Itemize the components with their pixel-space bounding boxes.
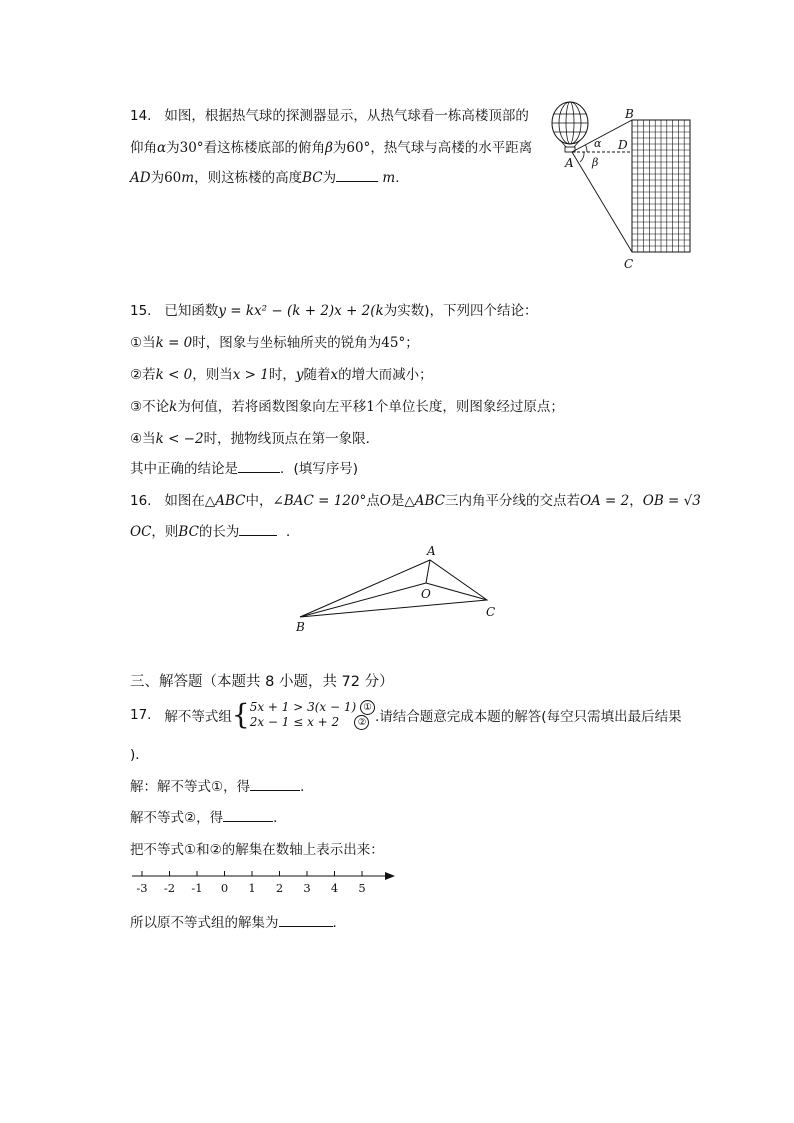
q14-line1: 14. 如图，根据热气球的探测器显示，从热气球看一栋高楼顶部的	[130, 108, 529, 124]
q16-line2: OC，则BC的长为 ．	[130, 520, 300, 540]
q17-intro-tail: )．	[130, 747, 149, 763]
hot-air-balloon-icon	[552, 102, 588, 152]
q17-solution-3: 把不等式①和②的解集在数轴上表示出来：	[130, 842, 384, 858]
q17-blank-1[interactable]	[250, 776, 300, 791]
q15-conclusion-2: ②若k < 0，则当x > 1时，y随着x的增大而减小；	[130, 367, 433, 383]
label-B: B	[625, 107, 634, 121]
triangle-ABC	[300, 560, 487, 617]
q14-answer-blank[interactable]	[336, 167, 378, 182]
building-grid	[632, 120, 690, 252]
label-A: A	[427, 544, 436, 558]
tick-label: -1	[191, 881, 203, 895]
tick-label: 3	[303, 881, 311, 895]
q15-conclusion-3: ③不论k为何值，若将函数图象向左平移1个单位长度，则图象经过原点；	[130, 399, 564, 415]
segment-OB	[300, 583, 426, 617]
inequality-system: 5x + 1 > 3(x − 1) ① 2x − 1 ≤ x + 2 ②	[250, 700, 375, 730]
q17-intro: 17. 解不等式组{5x + 1 > 3(x − 1) ① 2x − 1 ≤ x + 2 ② .请结合题意完成本题的解答(每空只需填出最后结果	[130, 698, 682, 731]
tick-label: 5	[358, 881, 366, 895]
tick-label: 2	[275, 881, 284, 895]
label-A: A	[565, 156, 574, 170]
q16-figure	[288, 540, 508, 634]
label-B: B	[296, 620, 305, 634]
label-D: D	[618, 138, 628, 152]
q15-conclusion-1: ①当k = 0时，图象与坐标轴所夹的锐角为45°；	[130, 335, 419, 351]
label-alpha: α	[594, 137, 602, 150]
q15-answer-blank[interactable]	[238, 458, 280, 473]
label-C: C	[624, 257, 634, 271]
label-O: O	[421, 587, 431, 601]
q15-answer-line: 其中正确的结论是 ．(填写序号)	[130, 457, 358, 477]
tick-label: -3	[136, 881, 148, 895]
q14-line3: AD为60m，则这栋楼的高度BC为 m.	[130, 166, 400, 186]
number-line	[130, 866, 400, 896]
q16-answer-blank[interactable]	[239, 521, 277, 536]
section-3-title: 三、解答题（本题共 8 小题，共 72 分）	[130, 674, 394, 690]
tick-label: 4	[330, 881, 339, 895]
q17-blank-2[interactable]	[223, 807, 273, 822]
q16-line1: 16. 如图在△ABC中，∠BAC = 120°点O是△ABC三内角平分线的交点若OA = 2，OB = √3	[130, 493, 701, 509]
tick-label: -2	[163, 881, 176, 895]
q17-solution-1: 解：解不等式①，得 ．	[130, 775, 314, 795]
q17-final-blank[interactable]	[279, 912, 333, 927]
q15-conclusion-4: ④当k < −2时，抛物线顶点在第一象限．	[130, 431, 380, 447]
tick-label: 0	[220, 881, 229, 895]
q17-final: 所以原不等式组的解集为 ．	[130, 911, 346, 931]
q17-solution-2: 解不等式②，得 ．	[130, 806, 287, 826]
segment-OC	[426, 583, 487, 600]
label-C: C	[486, 605, 496, 619]
q14-figure	[548, 100, 698, 272]
tick-label: 1	[248, 881, 256, 895]
q15-intro: 15. 已知函数y = kx² − (k + 2)x + 2(k为实数)，下列四个结论：	[130, 303, 538, 319]
q14-line2: 仰角α为30°看这栋楼底部的俯角β为60°，热气球与高楼的水平距离	[130, 140, 533, 156]
line-AC	[572, 152, 632, 252]
segment-OA	[426, 560, 430, 583]
label-beta: β	[592, 156, 599, 169]
arrow-right-icon	[385, 872, 395, 880]
